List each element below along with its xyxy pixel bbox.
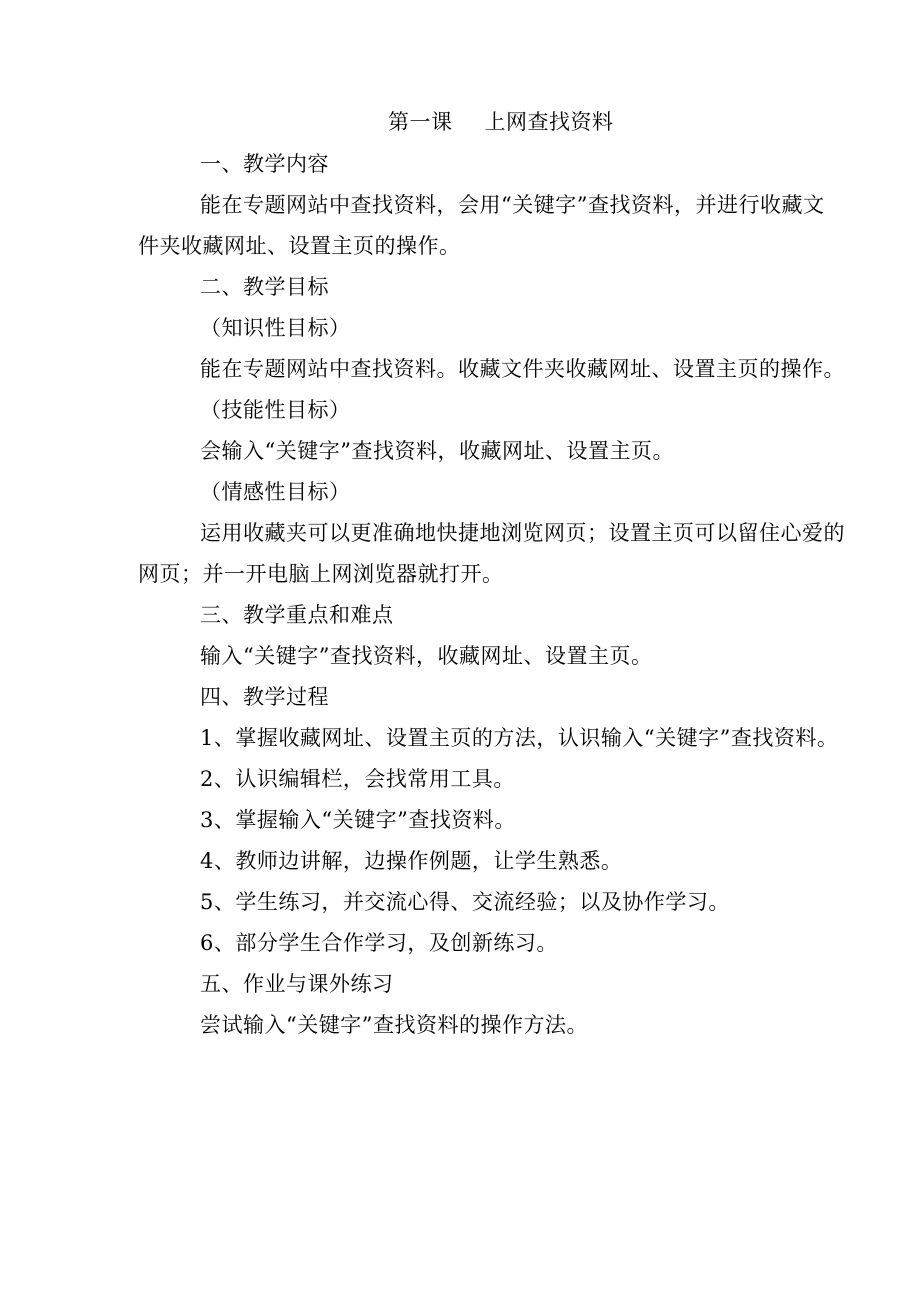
lesson-topic: 上网查找资料 <box>484 110 614 134</box>
subheading-knowledge: （知识性目标） <box>200 316 351 340</box>
paragraph-line: 输入“关键字”查找资料，收藏网址、设置主页。 <box>200 644 653 668</box>
section-heading-process: 四、教学过程 <box>200 685 329 709</box>
section-heading-content: 一、教学内容 <box>200 152 329 176</box>
list-item: 6、部分学生合作学习，及创新练习。 <box>200 931 558 955</box>
list-item: 1、掌握收藏网址、设置主页的方法，认识输入“关键字”查找资料。 <box>200 726 839 750</box>
paragraph-line: 网页；并一开电脑上网浏览器就打开。 <box>138 562 504 586</box>
list-item: 4、教师边讲解，边操作例题，让学生熟悉。 <box>200 849 623 873</box>
section-heading-homework: 五、作业与课外练习 <box>200 972 394 996</box>
list-item: 5、学生练习，并交流心得、交流经验；以及协作学习。 <box>200 890 730 914</box>
paragraph-line: 会输入“关键字”查找资料，收藏网址、设置主页。 <box>200 439 674 463</box>
list-item: 3、掌握输入“关键字”查找资料。 <box>200 808 516 832</box>
section-heading-key-points: 三、教学重点和难点 <box>200 603 394 627</box>
paragraph-line: 尝试输入“关键字”查找资料的操作方法。 <box>200 1013 588 1037</box>
paragraph-line: 能在专题网站中查找资料。收藏文件夹收藏网址、设置主页的操作。 <box>200 357 845 381</box>
subheading-skill: （技能性目标） <box>200 398 351 422</box>
lesson-number: 第一课 <box>388 110 453 134</box>
section-heading-objectives: 二、教学目标 <box>200 275 329 299</box>
subheading-emotion: （情感性目标） <box>200 480 351 504</box>
paragraph-line: 件夹收藏网址、设置主页的操作。 <box>138 234 461 258</box>
paragraph-line: 能在专题网站中查找资料，会用“关键字”查找资料，并进行收藏文 <box>200 193 825 217</box>
list-item: 2、认识编辑栏，会找常用工具。 <box>200 767 515 791</box>
paragraph-line: 运用收藏夹可以更准确地快捷地浏览网页；设置主页可以留住心爱的 <box>200 521 845 545</box>
page-title <box>388 108 614 136</box>
